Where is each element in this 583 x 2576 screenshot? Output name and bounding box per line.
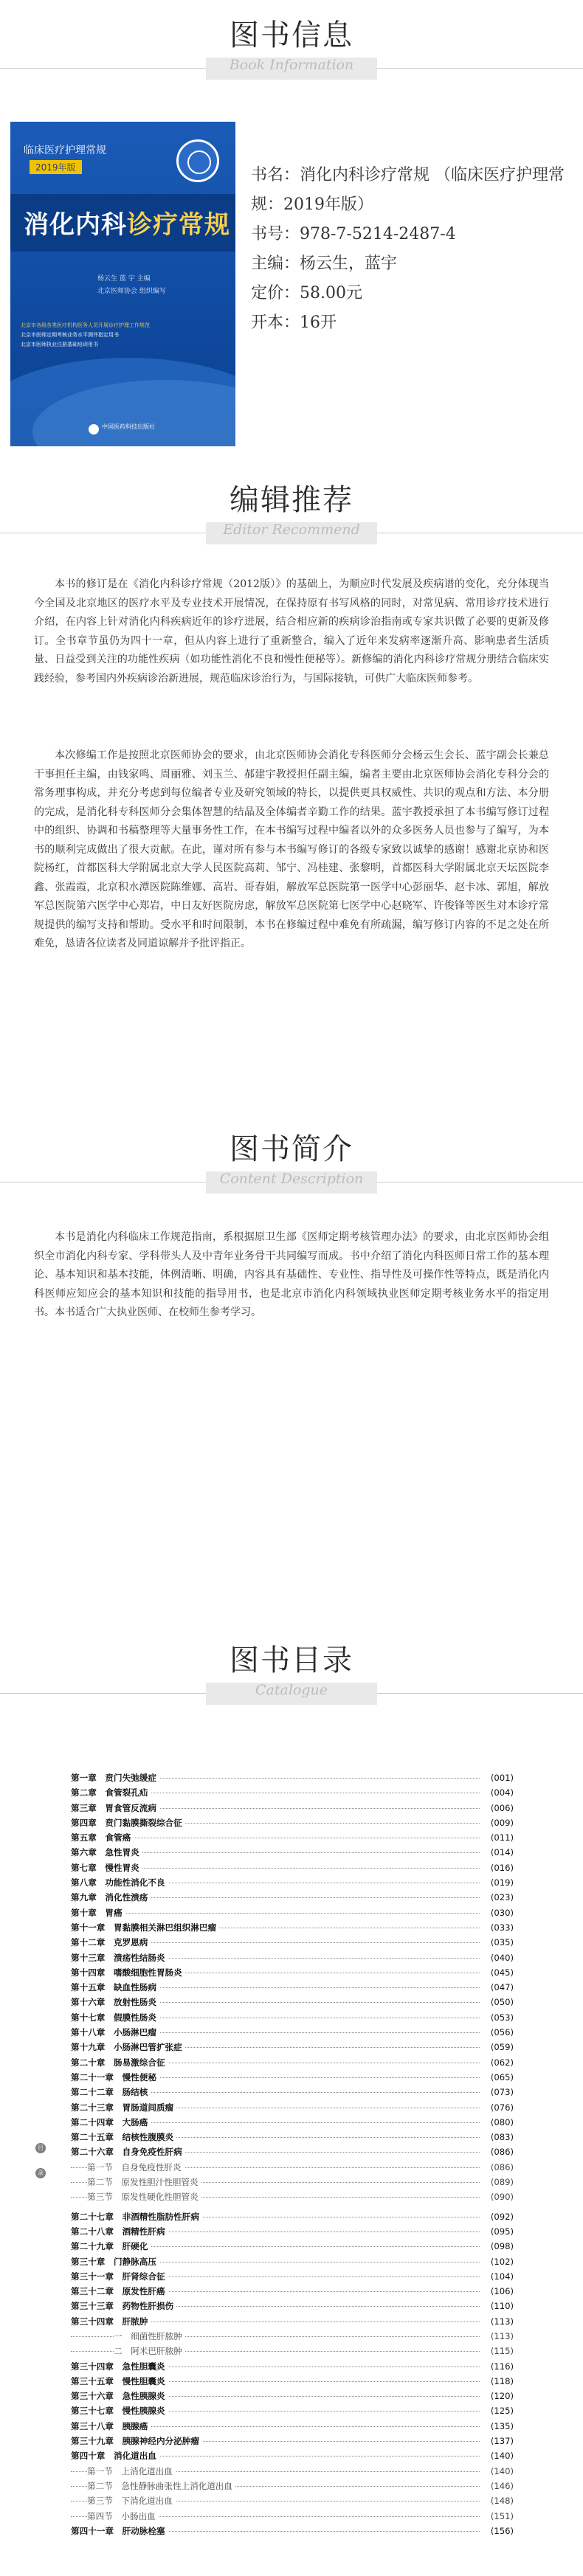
toc-item-label: 第二十九章 肝硬化 (71, 2241, 151, 2251)
cover-series: 临床医疗护理常规 (24, 145, 106, 156)
toc-item (71, 2299, 514, 2313)
toc-item-page: (148) (488, 2493, 514, 2508)
toc-item-label: 第十四章 嗜酸细胞性胃肠炎 (71, 1967, 185, 1978)
intro-paragraph: 本书是消化内科临床工作规范指南，系根据原卫生部《医师定期考核管理办法》的要求，由北京医师协会组织全市消化内科专家、学科带头人及中青年业务骨干共同编写而成。书中介绍了消化内科医师日常工作的基本理论、基本知识和基本技能，体例清晰、明确，内容具有基础性、专业性、指导性及可操作性等特点，既是消化内科医师应知应会的基本知识和技能的指导用书，也是北京市消化内科领域执业医师定期考核业务水平的指定用书。本书适合广大执业医师、在校师生参考学习。 (34, 1231, 549, 1318)
section-title-en: Book Information (229, 57, 354, 73)
toc-item (71, 1815, 514, 1830)
cover-publisher-line: 北京医师协会 组织编写 (97, 288, 166, 295)
section-title-recommend (0, 481, 583, 539)
toc-item (71, 1995, 514, 2009)
toc-item-page: (106) (488, 2284, 514, 2299)
toc-item-label: 第二十章 肠易激综合征 (71, 2057, 168, 2068)
toc-item-label: 第四十一章 肝动脉栓塞 (71, 2526, 168, 2536)
toc-item (71, 2055, 514, 2070)
toc-item-label: 第七章 慢性胃炎 (71, 1863, 142, 1873)
toc-item-label: 第十六章 放射性肠炎 (71, 1997, 159, 2007)
toc-item-label: 第四节 小肠出血 (87, 2511, 159, 2521)
toc-item (71, 2389, 514, 2403)
toc-item-page: (073) (488, 2085, 514, 2099)
toc-item-label: 第二十二章 肠结核 (71, 2087, 151, 2097)
section-title-zh: 图书目录 (230, 1644, 353, 1677)
cover-edition: 2019年版 (30, 160, 82, 174)
toc-item (71, 2269, 514, 2284)
toc-item-page: (140) (488, 2464, 514, 2479)
toc-item-label: 一 细菌性肝脓肿 (114, 2331, 185, 2341)
toc-item-label: 第十章 胃癌 (71, 1908, 125, 1918)
toc-item-page: (035) (488, 1935, 514, 1950)
toc-item (71, 2085, 514, 2099)
section-title-zh: 编辑推荐 (230, 483, 353, 517)
toc-item-page: (089) (488, 2175, 514, 2189)
book-isbn: 书号：978-7-5214-2487-4 (251, 225, 456, 243)
toc-item-label: 第十九章 小肠淋巴管扩张症 (71, 2042, 185, 2052)
publisher-logo-icon (89, 424, 99, 434)
toc-item-page: (009) (488, 1815, 514, 1830)
toc-item (71, 2224, 514, 2239)
toc-item (71, 1860, 514, 1875)
toc-item-page: (053) (488, 2010, 514, 2025)
section-title-info (0, 16, 583, 74)
toc-item-label: 第十七章 假膜性肠炎 (71, 2012, 159, 2023)
toc-item (71, 1920, 514, 1935)
section-title-catalogue (0, 1641, 583, 1699)
toc-item-page: (125) (488, 2403, 514, 2418)
book-name: 书名：消化内科诊疗常规 （临床医疗护理常规：2019年版） (251, 166, 565, 214)
toc-item (71, 2010, 514, 2025)
toc-item (71, 2329, 514, 2344)
toc-item (71, 2464, 514, 2479)
toc-item-label: 第三十六章 急性胰腺炎 (71, 2391, 168, 2401)
toc-item-label: 第十五章 缺血性肠病 (71, 1982, 159, 1992)
toc-item-page: (115) (488, 2344, 514, 2358)
toc-item-label: 第五章 食管癌 (71, 1832, 134, 1843)
toc-item (71, 1935, 514, 1950)
toc-item (71, 2493, 514, 2508)
toc-item-page: (098) (488, 2239, 514, 2254)
toc-item-page: (102) (488, 2254, 514, 2269)
toc-item-page: (045) (488, 1965, 514, 1980)
toc-item-page: (050) (488, 1995, 514, 2009)
toc-item-label: 第八章 功能性消化不良 (71, 1877, 168, 1888)
toc-item-page: (059) (488, 2040, 514, 2054)
toc-item-label: 第三节 下消化道出血 (87, 2496, 176, 2506)
toc-item-label: 第二节 急性静脉曲张性上消化道出血 (87, 2481, 235, 2491)
section-title-intro (0, 1130, 583, 1188)
toc-item-label: 第三十九章 胰腺神经内分泌肿瘤 (71, 2436, 202, 2446)
side-tab: 录 (35, 2168, 46, 2178)
toc-item-page: (120) (488, 2389, 514, 2403)
toc-item-label: 第三十八章 胰腺癌 (71, 2421, 151, 2431)
toc-item-label: 第三十五章 慢性胆囊炎 (71, 2376, 168, 2386)
toc-item (71, 2509, 514, 2524)
toc-item-page: (062) (488, 2055, 514, 2070)
toc-item-page: (135) (488, 2419, 514, 2434)
toc-item-label: 第十二章 克罗恩病 (71, 1937, 151, 1947)
section-title-en: Editor Recommend (223, 522, 360, 538)
toc-item-page: (086) (488, 2160, 514, 2175)
toc-item (71, 2189, 514, 2204)
section-title-zh: 图书简介 (230, 1132, 353, 1166)
toc-item-page: (113) (488, 2329, 514, 2344)
toc-item (71, 2070, 514, 2085)
toc-item-label: 第三十二章 原发性肝癌 (71, 2286, 168, 2296)
toc-item (71, 1770, 514, 1785)
toc-item-page: (056) (488, 2025, 514, 2040)
toc-item-page: (116) (488, 2359, 514, 2374)
toc-item (71, 1980, 514, 1995)
side-tabs (35, 2143, 46, 2193)
toc-item (71, 2025, 514, 2040)
toc-item-page: (113) (488, 2314, 514, 2329)
toc-item (71, 2314, 514, 2329)
toc-item-label: 第二十七章 非酒精性脂肪性肝病 (71, 2212, 202, 2222)
toc-item (71, 2115, 514, 2130)
toc-item (71, 2284, 514, 2299)
toc-item-page: (023) (488, 1890, 514, 1905)
toc-item (71, 1830, 514, 1845)
toc-item (71, 2448, 514, 2463)
toc-item-label: 第六章 急性胃炎 (71, 1847, 142, 1857)
toc-item-label: 第三十七章 慢性胰腺炎 (71, 2406, 168, 2416)
toc-item-page: (030) (488, 1905, 514, 1920)
cover-editors: 杨云生 蓝 宇 主编 (97, 275, 151, 283)
toc-item-label: 第二十八章 酒精性肝病 (71, 2226, 168, 2237)
toc-item (71, 2344, 514, 2358)
toc-item-page: (151) (488, 2509, 514, 2524)
toc-item-page: (140) (488, 2448, 514, 2463)
toc-item (71, 2144, 514, 2159)
toc-item (71, 2479, 514, 2493)
toc-item (71, 1965, 514, 1980)
toc-item (71, 1845, 514, 1860)
toc-item-label: 第一节 上消化道出血 (87, 2466, 176, 2476)
toc-item-page: (086) (488, 2144, 514, 2159)
toc-item-page: (118) (488, 2374, 514, 2389)
toc-item-page: (080) (488, 2115, 514, 2130)
toc-item (71, 1875, 514, 1890)
toc-item-label: 第二章 食管裂孔疝 (71, 1787, 151, 1798)
cover-badges: 北京市各级各类医疗机构医务人员开展诊疗护理工作规范 北京市医师定期考核业务水平测评指定用书 北京市医师执业注册基础培训用书 (21, 322, 150, 347)
toc-item (71, 2160, 514, 2175)
toc-item (71, 2374, 514, 2389)
toc-item-page: (033) (488, 1920, 514, 1935)
toc-item-label: 第四章 贲门黏膜撕裂综合征 (71, 1818, 185, 1828)
toc-item-label: 第二十五章 结核性腹膜炎 (71, 2132, 176, 2142)
table-of-contents (71, 1770, 514, 2538)
toc-item-page: (014) (488, 1845, 514, 1860)
book-info (251, 161, 576, 338)
toc-item-page: (137) (488, 2434, 514, 2448)
toc-item-page: (146) (488, 2479, 514, 2493)
toc-item-page: (004) (488, 1785, 514, 1800)
toc-item-label: 二 阿米巴肝脓肿 (114, 2346, 185, 2356)
toc-item-page: (065) (488, 2070, 514, 2085)
toc-item-page: (047) (488, 1980, 514, 1995)
toc-item (71, 2130, 514, 2144)
toc-item (71, 2403, 514, 2418)
toc-item-page: (110) (488, 2299, 514, 2313)
toc-item-page: (019) (488, 1875, 514, 1890)
toc-item (71, 1801, 514, 1815)
toc-item-label: 第三十四章 肝脓肿 (71, 2316, 151, 2327)
toc-item-page: (095) (488, 2224, 514, 2239)
toc-item-label: 第十八章 小肠淋巴瘤 (71, 2027, 159, 2037)
toc-item (71, 2359, 514, 2374)
toc-item-label: 第三十章 门静脉高压 (71, 2257, 159, 2267)
toc-item (71, 2434, 514, 2448)
toc-item-label: 第二十一章 慢性便秘 (71, 2072, 159, 2082)
book-price: 定价：58.00元 (251, 284, 362, 302)
toc-item (71, 2175, 514, 2189)
toc-item-label: 第十一章 胃黏膜相关淋巴组织淋巴瘤 (71, 1922, 219, 1933)
toc-item (71, 1905, 514, 1920)
toc-item-label: 第三十四章 急性胆囊炎 (71, 2361, 168, 2372)
toc-item (71, 1890, 514, 1905)
side-tab: 目 (35, 2143, 46, 2153)
toc-item (71, 2100, 514, 2115)
toc-item (71, 2239, 514, 2254)
toc-item (71, 2419, 514, 2434)
toc-item-label: 第一节 自身免疫性肝炎 (87, 2162, 184, 2172)
toc-item-label: 第二十四章 大肠癌 (71, 2117, 151, 2127)
toc-item (71, 1785, 514, 1800)
toc-item (71, 2524, 514, 2538)
toc-item-page: (001) (488, 1770, 514, 1785)
association-seal-icon (176, 139, 219, 182)
section-title-en: Content Description (219, 1171, 364, 1187)
cover-press: 中国医药科技出版社 (102, 423, 155, 430)
toc-item-page: (011) (488, 1830, 514, 1845)
book-format: 开本：16开 (251, 314, 337, 332)
toc-item-label: 第一章 贲门失弛缓症 (71, 1773, 159, 1783)
toc-item-page: (083) (488, 2130, 514, 2144)
toc-item-label: 第二节 原发性胆汁性胆管炎 (87, 2177, 201, 2187)
section-title-zh: 图书信息 (230, 18, 353, 52)
recommend-paragraph-1: 本书的修订是在《消化内科诊疗常规（2012版）》的基础上，为顺应时代发展及疾病谱的变化，充分体现当今全国及北京地区的医疗水平及专业技术开展情况，在保持原有书写风格的同时，对常见病、常用诊疗技术进行介绍，在内容上针对消化内科疾病近年的诊疗进展，结合相应新的疾病诊治指南或专家共识做了必要的更新及修订。全书章节虽仍为四十一章，但从内容上进行了重新整合，编入了近年来发病率逐渐升高、影响患者生活质量、日益受到关注的功能性疾病（如功能性消化不良和慢性便秘等）。新修编的消化内科诊疗常规分册结合临床实践经验，参考国内外疾病诊治新进展，规范临床诊治行为，与国际接轨，可供广大临床医师参考。 (34, 578, 549, 685)
toc-item-page: (076) (488, 2100, 514, 2115)
book-cover (10, 122, 235, 446)
toc-item-label: 第二十三章 胃肠道间质瘤 (71, 2102, 176, 2113)
toc-item-page: (006) (488, 1801, 514, 1815)
toc-item-page: (156) (488, 2524, 514, 2538)
toc-item-label: 第九章 消化性溃疡 (71, 1892, 151, 1902)
toc-item-page: (092) (488, 2209, 514, 2224)
toc-item-label: 第三节 原发性硬化性胆管炎 (87, 2192, 201, 2202)
toc-item (71, 2040, 514, 2054)
toc-item (71, 1950, 514, 1965)
toc-leader (71, 1913, 480, 1914)
cover-title: 消化内科诊疗常规 (24, 210, 230, 240)
toc-item-label: 第二十六章 自身免疫性肝病 (71, 2147, 185, 2157)
toc-item-page: (090) (488, 2189, 514, 2204)
toc-item-label: 第三十三章 药物性肝损伤 (71, 2301, 176, 2311)
toc-item-label: 第四十章 消化道出血 (71, 2451, 159, 2461)
toc-item (71, 2209, 514, 2224)
toc-item-page: (104) (488, 2269, 514, 2284)
recommend-paragraph-2: 本次修编工作是按照北京医师协会的要求，由北京医师协会消化专科医师分会杨云生会长、蓝宇副会长兼总干事担任主编，由钱家鸣、周丽雅、刘玉兰、郝建宇教授担任副主编，编者主要由北京医师协会消化专科分会的常务理事构成，并充分考虑到每位编者专业及研究领域的特长，以提供更具权威性、共识的观点和方法、本分册的完成，是消化科专科医师分会集体智慧的结晶及全体编者辛勤工作的结果。蓝宇教授承担了本书编写修订过程中的组织、协调和书稿整理等大量事务性工作，在本书编写过程中编者以外的众多医务人员也参与了编写，为本书的顺利完成做出了很大贡献。在此，谨对所有参与本书编写修订的各级专家致以诚挚的感谢！感谢北京协和医院杨红，首都医科大学附属北京大学人民医院高莉、邹宁、冯桂建、张黎明，首都医科大学附属北京天坛医院李鑫、张霞霞，北京积水潭医院陈维娜、高岩、哥春娟，解放军总医院第一医学中心彭丽华、赵卡冰、郭旭，解放军总医院第六医学中心郑岩，中日友好医院房虑，解放军总医院第七医学中心赵晓军、许俊锋等医生对本诊疗常规提供的编写支持和帮助。受水平和时间限制，本书在修编过程中难免有所疏漏，编写修订内容的不足之处在所难免，恳请各位读者及同道谅解并予批评指正。 (34, 749, 549, 949)
toc-item-label: 第三章 胃食管反流病 (71, 1803, 159, 1813)
toc-item (71, 2254, 514, 2269)
book-editor: 主编：杨云生，蓝宇 (251, 255, 398, 273)
toc-item-label: 第三十一章 肝肾综合征 (71, 2271, 168, 2282)
toc-item-label: 第十三章 溃疡性结肠炎 (71, 1953, 168, 1963)
section-title-en: Catalogue (255, 1682, 328, 1698)
toc-item-page: (040) (488, 1950, 514, 1965)
toc-item-page: (016) (488, 1860, 514, 1875)
